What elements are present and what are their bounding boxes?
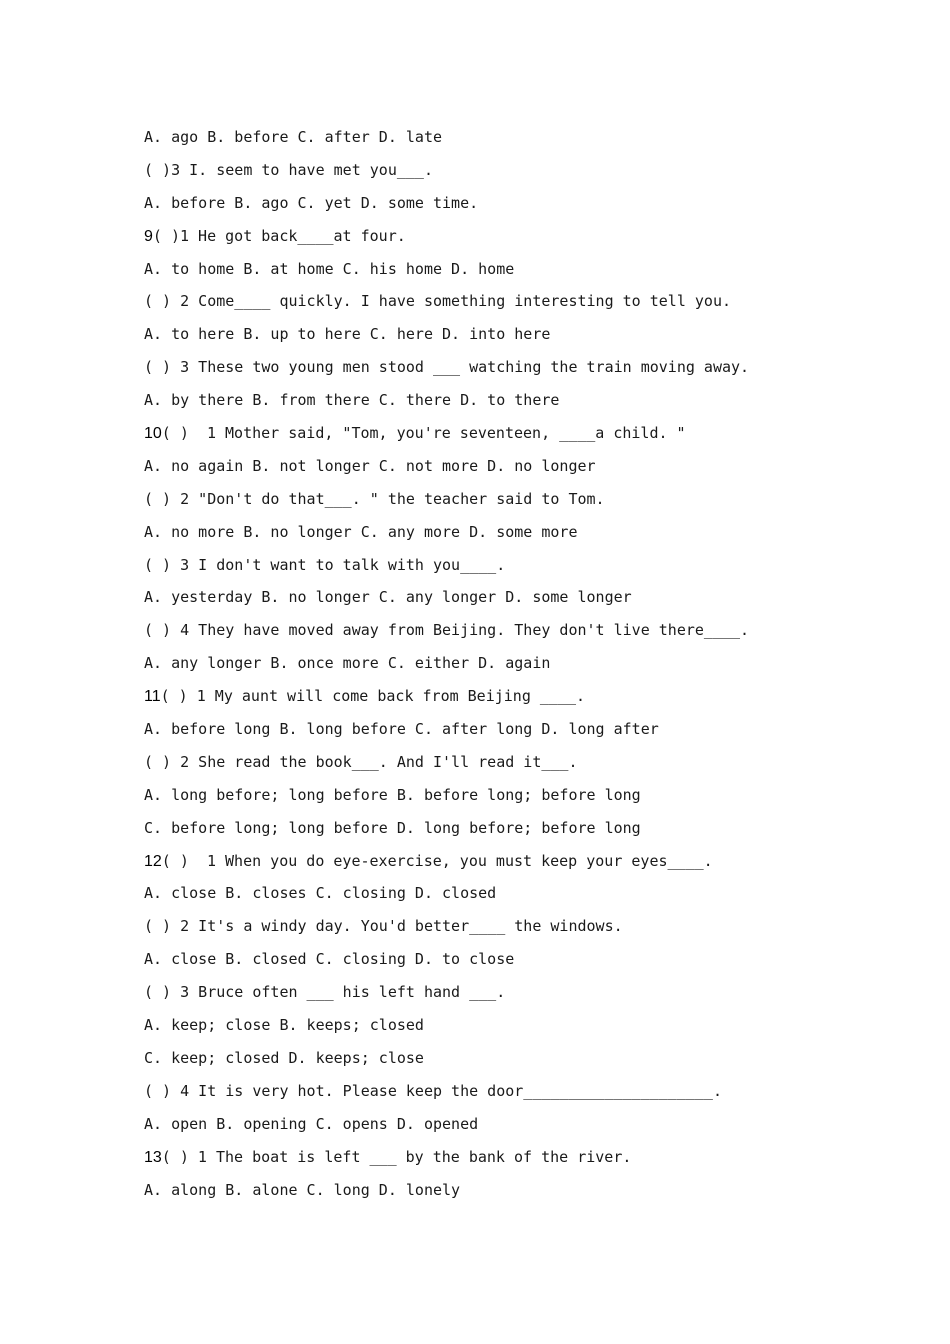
text-line bbox=[144, 1111, 864, 1144]
text-line bbox=[144, 519, 864, 552]
line-text: ( ) 3 I don't want to talk with you____. bbox=[144, 555, 506, 574]
text-line bbox=[144, 321, 864, 354]
text-line bbox=[144, 913, 864, 946]
text-line bbox=[144, 815, 864, 848]
line-text: ( ) 4 It is very hot. Please keep the door_____________________. bbox=[144, 1081, 722, 1100]
text-line bbox=[144, 420, 864, 453]
text-line bbox=[144, 848, 864, 881]
text-line bbox=[144, 387, 864, 420]
text-line bbox=[144, 223, 864, 256]
text-line bbox=[144, 880, 864, 913]
line-text: A. long before; long before B. before long; before long bbox=[144, 785, 641, 804]
question-number: 11 bbox=[144, 688, 161, 706]
line-text: A. yesterday B. no longer C. any longer D. some longer bbox=[144, 588, 632, 607]
question-number: 9 bbox=[144, 227, 153, 245]
line-text: A. ago B. before C. after D. late bbox=[144, 128, 443, 146]
text-line bbox=[144, 584, 864, 617]
text-line bbox=[144, 256, 864, 289]
line-text: A. before B. ago C. yet D. some time. bbox=[144, 193, 479, 212]
text-line bbox=[144, 683, 864, 716]
text-line bbox=[144, 1144, 864, 1177]
text-line bbox=[144, 716, 864, 749]
text-line bbox=[144, 354, 864, 387]
line-text: ( ) 1 The boat is left ___ by the bank of the river. bbox=[161, 1147, 632, 1166]
text-line bbox=[144, 782, 864, 815]
text-line bbox=[144, 1045, 864, 1078]
question-number: 10 bbox=[144, 425, 162, 443]
text-line bbox=[144, 486, 864, 519]
line-text: ( ) 2 Come____ quickly. I have something interesting to tell you. bbox=[144, 292, 731, 311]
exercise-content bbox=[144, 124, 864, 1209]
text-line bbox=[144, 617, 864, 650]
line-text: ( ) 4 They have moved away from Beijing. They don't live there____. bbox=[144, 621, 750, 640]
line-text: C. keep; closed D. keeps; close bbox=[144, 1048, 424, 1067]
text-line bbox=[144, 1177, 864, 1210]
line-text: ( ) 3 Bruce often ___ his left hand ___. bbox=[144, 983, 506, 1002]
text-line bbox=[144, 190, 864, 223]
question-number: 13 bbox=[144, 1148, 162, 1166]
line-text: ( ) 1 When you do eye-exercise, you must keep your eyes____. bbox=[161, 851, 713, 870]
text-line bbox=[144, 946, 864, 979]
line-text: A. close B. closed C. closing D. to close bbox=[144, 950, 515, 969]
line-text: ( ) 2 It's a windy day. You'd better____ the windows. bbox=[144, 917, 623, 936]
line-text: A. along B. alone C. long D. lonely bbox=[144, 1180, 461, 1199]
line-text: C. before long; long before D. long before; before long bbox=[144, 818, 641, 837]
text-line bbox=[144, 979, 864, 1012]
text-line bbox=[144, 1078, 864, 1111]
line-text: A. to home B. at home C. his home D. home bbox=[144, 259, 515, 278]
text-line bbox=[144, 288, 864, 321]
line-text: A. no more B. no longer C. any more D. some more bbox=[144, 522, 578, 541]
text-line bbox=[144, 650, 864, 683]
line-text: A. open B. opening C. opens D. opened bbox=[144, 1114, 479, 1133]
text-line bbox=[144, 124, 864, 157]
text-line bbox=[144, 1012, 864, 1045]
text-line bbox=[144, 157, 864, 190]
text-line bbox=[144, 749, 864, 782]
line-text: ( ) 1 My aunt will come back from Beijing ____. bbox=[160, 687, 586, 706]
line-text: ( ) 3 These two young men stood ___ watching the train moving away. bbox=[144, 358, 750, 377]
line-text: A. no again B. not longer C. not more D. no longer bbox=[144, 456, 596, 475]
line-text: ( ) 2 She read the book___. And I'll read it___. bbox=[144, 752, 578, 771]
line-text: A. before long B. long before C. after long D. long after bbox=[144, 720, 659, 739]
line-text: A. by there B. from there C. there D. to there bbox=[144, 391, 560, 410]
text-line bbox=[144, 552, 864, 585]
line-text: ( ) 2 "Don't do that___. " the teacher said to Tom. bbox=[144, 489, 605, 508]
line-text: A. close B. closes C. closing D. closed bbox=[144, 884, 497, 903]
line-text: ( )1 He got back____at four. bbox=[152, 226, 406, 245]
line-text: A. keep; close B. keeps; closed bbox=[144, 1016, 424, 1035]
line-text: ( )3 I. seem to have met you___. bbox=[144, 160, 433, 179]
line-text: A. to here B. up to here C. here D. into here bbox=[144, 325, 551, 344]
line-text: A. any longer B. once more C. either D. again bbox=[144, 654, 551, 673]
text-line bbox=[144, 453, 864, 486]
line-text: ( ) 1 Mother said, "Tom, you're seventeen, ____a child. " bbox=[161, 424, 686, 443]
question-number: 12 bbox=[144, 852, 162, 870]
